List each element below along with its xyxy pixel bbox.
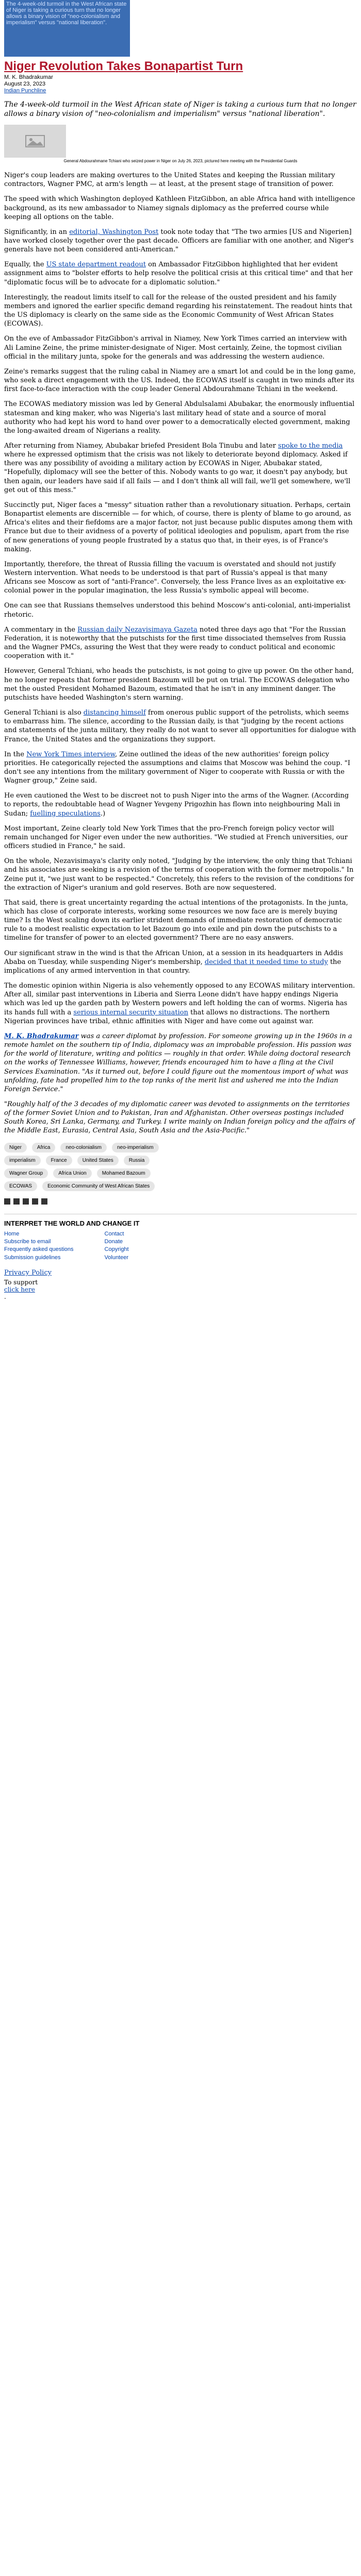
lede: The 4-week-old turmoil in the West African state of Niger is taking a curious turn that no longer allows a binary vision of "neo-colonialism and imperialism" versus "national liberation". — [4, 100, 356, 118]
privacy-section — [4, 1269, 357, 1300]
author: M. K. Bhadrakumar — [4, 74, 53, 80]
paragraph: Succinctly put, Niger faces a "messy" situation rather than a revolutionary situation. Perhaps, certain Bonapartist elements are discernible — for which, of course, there is plenty of blame to go around, as Africa's elites and their fiefdoms are a major factor, not just because public disputes among them with France but due to their avidness of a poverty of political ideologies and populism, apart from the rise of new generations of young people frustrated by a status quo that, in their eyes, is of France's making. — [4, 501, 353, 553]
inline-link[interactable]: spoke to the media — [278, 442, 343, 450]
hero-caption: The 4-week-old turmoil in the West African state of Niger is taking a curious turn that no longer allows a binary vision of "neo-colonialism and imperialism" versus "national liberation". — [6, 1, 127, 26]
paragraph: Our significant straw in the wind is that the African Union, at a session in its headquarters in Addis Ababa on Tuesday, while suspending Niger's membership, decided that it needed time to study the implications of any armed intervention in that country. — [4, 949, 343, 975]
inline-link[interactable]: New York Times interview — [26, 750, 115, 758]
tag-chip[interactable]: Russia — [124, 1156, 150, 1165]
tag-chip[interactable]: ECOWAS — [4, 1181, 37, 1191]
source-link[interactable]: Indian Punchline — [4, 88, 46, 94]
footer-column-1 — [4, 1230, 74, 1262]
inline-link[interactable]: serious internal security situation — [73, 1008, 189, 1016]
tag-chip[interactable]: Niger — [4, 1143, 27, 1153]
tag-chip[interactable]: Africa — [32, 1143, 56, 1153]
footer-link[interactable]: Subscribe to email — [4, 1238, 51, 1245]
page-title[interactable]: Niger Revolution Takes Bonapartist Turn — [4, 59, 243, 73]
paragraph: Most important, Zeine clearly told New York Times that the pro-French foreign policy vector will remain unchanged for Niger even under the new authorities. "We studied at French universities, our officers studied in France," he said. — [4, 824, 348, 851]
tag-chip[interactable]: Mohamed Bazoum — [97, 1168, 151, 1178]
article-photo — [4, 125, 66, 158]
tag-chip[interactable]: imperialism — [4, 1156, 41, 1165]
tag-list — [4, 1143, 174, 1191]
inline-link[interactable]: fuelling speculations — [30, 809, 101, 818]
footer-title: INTERPRET THE WORLD AND CHANGE IT — [4, 1219, 140, 1227]
author-bio — [4, 1032, 357, 1094]
paragraph: Interestingly, the readout limits itself to call for the release of the ousted president and his family members and ignored the earlier specific demand regarding his reinstatement. The readout hints that the US diplomacy is clearly on the same side as the Economic Community of West African States (ECOWAS). — [4, 293, 353, 328]
inline-link[interactable]: editorial, Washington Post — [69, 228, 159, 236]
paragraph: One can see that Russians themselves understood this behind Moscow's anti-colonial, anti-imperialist rhetoric. — [4, 602, 351, 619]
image-icon — [25, 133, 45, 149]
paragraph: However, General Tchiani, who heads the putschists, is not going to give up power. On the other hand, he no longer repeats that former president Bazoum will be put on trial. The ECOWAS delegation who met the ousted President Mohamed Bazoum, estimated that he isn't in any imminent danger. The putschists have heeded Washington's stern warning. — [4, 667, 354, 702]
tag-chip[interactable]: United States — [77, 1156, 119, 1165]
print-icon[interactable] — [32, 1198, 38, 1205]
publish-date: August 23, 2023 — [4, 81, 46, 88]
share-row — [4, 1198, 357, 1205]
author-link[interactable]: M. K. Bhadrakumar — [4, 1032, 79, 1040]
tag-chip[interactable]: neo-colonialism — [60, 1143, 106, 1153]
footer-link[interactable]: Frequently asked questions — [4, 1246, 74, 1253]
hero-image — [4, 0, 130, 57]
bio-text-2: "Roughly half of the 3 decades of my diplomatic career was devoted to assignments on the territories of the former Soviet Union and to Pakistan, Iran and Afghanistan. Other overseas postings included South Korea, Sri Lanka, Germany, and Turkey. I write mainly on Indian foreign policy and the affairs of the Middle East, Eurasia, Central Asia, South Asia and the Asia-Pacific." — [4, 1100, 355, 1135]
paragraph: After returning from Niamey, Abubakar briefed President Bola Tinubu and later spoke to the media where he expressed optimism that the crisis was not likely to deteriorate beyond diplomacy. Asked if there was any possibility of avoiding a military action by ECOWAS in Niger, Abubakar stated, "Hopefully, diplomacy will see the better of this. Nobody wants to go war, it doesn't pay anybody, but then again, our leaders have said if all fails — and I don't think all will fail, we'll get somewhere, we'll get out of this mess." — [4, 442, 351, 494]
paragraph: Equally, the US state department readout on Ambassador FitzGibbon highlighted that her evident assignment aims to "bolster efforts to help resolve the political crisis at this critical time" and that her "diplomatic focus will be to advocate for a diplomatic solution." — [4, 261, 353, 286]
footer — [4, 1214, 357, 1262]
paragraph: On the eve of Ambassador FitzGibbon's arrival in Niamey, New York Times carried an interview with Ali Lamine Zeine, the prime minister-designate of Niger. Most certainly, Zeine, the topmost civilian official in the military junta, spoke for the generals and was addressing the western audience. — [4, 335, 347, 361]
inline-link[interactable]: decided that it needed time to study — [204, 958, 328, 966]
tag-chip[interactable]: neo-imperialism — [112, 1143, 159, 1153]
photo-caption: General Abdourahmane Tchiani who seized power in Niger on July 26, 2023, pictured here meeting with the Presidential Guards — [63, 159, 298, 164]
inline-link[interactable]: Russian daily Nezavisimaya Gazeta — [77, 625, 198, 634]
paragraph: He even cautioned the West to be discreet not to push Niger into the arms of the Wagner. (According to reports, the redoubtable head of Wagner Yevgeny Prigozhin has flown into neighbouring Mali in Sudan; fuelling speculations.) — [4, 792, 349, 818]
copy-link[interactable]: click here — [4, 1286, 35, 1294]
footer-link[interactable]: Copyright — [104, 1246, 129, 1253]
inline-link[interactable]: distancing himself — [83, 709, 146, 717]
tag-chip[interactable]: Africa Union — [53, 1168, 91, 1178]
tag-chip[interactable]: Economic Community of West African States — [42, 1181, 155, 1191]
facebook-icon[interactable] — [4, 1198, 10, 1205]
twitter-icon[interactable] — [13, 1198, 20, 1205]
footer-link[interactable]: Donate — [104, 1238, 123, 1245]
paragraph: The ECOWAS mediatory mission was led by General Abdulsalami Abubakar, the enormously influential statesman and king maker, who was Nigeria's last military head of state and a source of moral authority who had kept his word to hand over power to a democratically elected government, making the long-awaited dream of Nigerians a reality. — [4, 400, 355, 435]
inline-link[interactable]: US state department readout — [46, 261, 146, 269]
article-body — [4, 171, 357, 1026]
paragraph: Zeine's remarks suggest that the ruling cabal in Niamey are a smart lot and could be in the long game, who seek a direct engagement with the US. Indeed, the ECOWAS itself is caught in two minds after its first face-to-face interaction with the coup leader General Abdourahmane Tchiani in the weekend. — [4, 367, 356, 394]
copy-line: To support click here . — [4, 1279, 357, 1300]
email-icon[interactable] — [23, 1198, 29, 1205]
footer-link[interactable]: Home — [4, 1230, 20, 1237]
paragraph: The speed with which Washington deployed Kathleen FitzGibbon, an able Africa hand with intelligence background, as its new ambassador to Niamey signals diplomacy as the preferred course while keeping all options on the table. — [4, 195, 355, 221]
footer-link[interactable]: Submission guidelines — [4, 1254, 61, 1261]
paragraph: That said, there is great uncertainty regarding the actual intentions of the protagonists. In the junta, which has close of corporate interests, working some resources we now face are is merely buying time? Is the West scaling down its earlier strident demands of immediate restoration of democratic rule to a modest realistic expectation to let Bazoum go into exile and pin down the putschists to a timeline for transfer of power to an elected government? There are no easy answers. — [4, 899, 348, 942]
paragraph: In the New York Times interview, Zeine outlined the ideas of the new authorities' foreign policy priorities. He categorically rejected the assumptions and claims that Moscow was behind the coup. "I don't see any intentions from the military government of Niger to cooperate with Russia or with the Wagner group," Zeine said. — [4, 750, 351, 785]
paragraph: Significantly, in an editorial, Washington Post took note today that "The two armies [US and Nigerien] have worked closely together over the past decade. Officers are familiar with one another, and Niger's generals have not been considered anti-American." — [4, 228, 354, 254]
byline — [4, 74, 357, 95]
paragraph: Importantly, therefore, the threat of Russia filling the vacuum is overstated and should not justify Western intervention. What needs to be understood is that part of Russia's appeal is that many Africans see Moscow as sort of "anti-France". Conversely, the less France lives as an exploitative ex-colonial power in the popular imagination, the less Russia's symbolic appeal will become. — [4, 560, 346, 595]
footer-link[interactable]: Contact — [104, 1230, 124, 1237]
bio-text-1: was a career diplomat by profession. For someone growing up in the 1960s in a remote hamlet on the southern tip of India, diplomacy was an improbable profession. His passion was for the world of literature, writing and politics — roughly in that order. While doing doctoral research on the works of Tennessee Williams, however, friends encouraged him to have a fling at the Civil Services Examination. "As it turned out, before I could figure out the momentous import of what was unfolding, fate had propelled him to the top ranks of the merit list and ushered me into the Indian Foreign Service." — [4, 1032, 352, 1093]
footer-column-2 — [105, 1230, 129, 1262]
paragraph: On the whole, Nezavisimaya's clarity only noted, "Judging by the interview, the only thing that Tchiani and his associates are seeking is a revision of the terms of cooperation with the former metropolis." In Zeine put it, "we just want to be respected." Concretely, this refers to the revision of the conditions for the extraction of Niger's uranium and gold reserves. Both are now sequestered. — [4, 857, 354, 892]
privacy-link[interactable]: Privacy Policy — [4, 1269, 52, 1277]
paragraph: Niger's coup leaders are making overtures to the United States and keeping the Russian military contractors, Wagner PMC, at arm's length — at least, at the present stage of transition of power. — [4, 172, 335, 189]
paragraph: A commentary in the Russian daily Nezavisimaya Gazeta noted three days ago that "For the Russian Federation, it is noteworthy that the putschists for the first time dissociated themselves from Russia and the Wagner PMCs, assuring the West that they were ready to conduct political and economic cooperation with it." — [4, 625, 346, 660]
tag-chip[interactable]: Wagner Group — [4, 1168, 48, 1178]
share-icon[interactable] — [41, 1198, 47, 1205]
paragraph: General Tchiani is also distancing himself from onerous public support of the petrolists, which seems to embarrass him. The silence, according to the Russian daily, is that "judging by the recent actions and statements of the junta military, they really do not want to sever all opportunities for dialogue with France, the United States and the organizations they support. — [4, 709, 356, 743]
tag-chip[interactable]: France — [46, 1156, 72, 1165]
paragraph: The domestic opinion within Nigeria is also vehemently opposed to any ECOWAS military intervention. After all, similar past interventions in Liberia and Sierra Leone didn't have happy endings Nigeria which was led up the garden path by Western powers and left holding the can of worms. Nigeria has its hands full with a serious internal security situation that allows no distractions. The northern Nigerian provinces have tribal, ethnic affinities with Niger and have come out against war. — [4, 982, 355, 1025]
footer-link[interactable]: Volunteer — [104, 1254, 129, 1261]
